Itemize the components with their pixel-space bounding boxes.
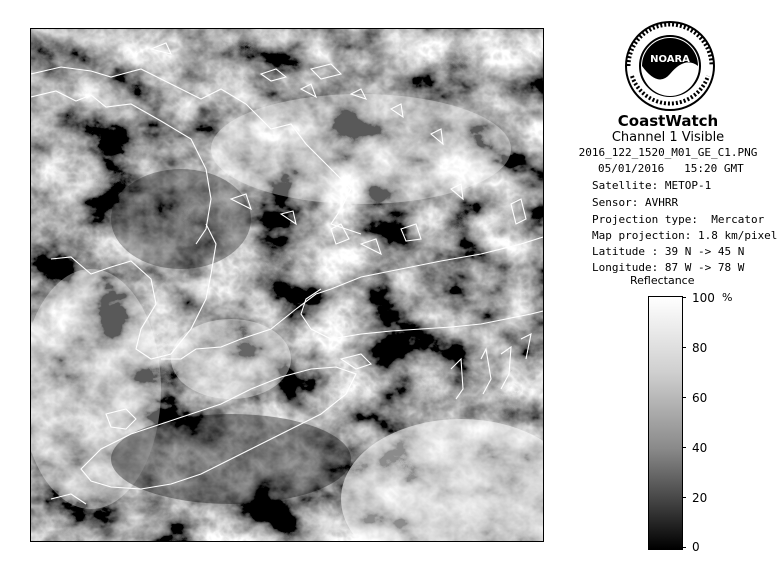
colorbar-tick-label: 80 (692, 341, 708, 355)
logo-text: NOARA (650, 54, 690, 65)
channel-subtitle: Channel 1 Visible (611, 130, 725, 145)
projection-type: Projection type: Mercator (592, 213, 765, 226)
noaa-logo-icon (620, 16, 720, 116)
colorbar-tick-label: 100 (692, 291, 715, 305)
colorbar-tick-label: 60 (692, 391, 708, 405)
satellite-image (30, 28, 544, 542)
colorbar-tick-label: 40 (692, 441, 708, 455)
colorbar-tick (682, 447, 686, 448)
colorbar-label: Reflectance (630, 274, 695, 287)
colorbar-unit: % (722, 291, 733, 304)
colorbar-tick (682, 347, 686, 348)
satellite-info: Satellite: METOP-1 (592, 179, 712, 192)
reflectance-colorbar (648, 296, 683, 550)
map-projection: Map projection: 1.8 km/pixel (592, 229, 778, 242)
noaa-logo (620, 16, 720, 116)
colorbar-tick (682, 497, 686, 498)
longitude-range: Longitude: 87 W -> 78 W (592, 261, 745, 274)
latitude-range: Latitude : 39 N -> 45 N (592, 245, 745, 258)
colorbar-tick-label: 0 (692, 540, 700, 554)
acquisition-datetime: 05/01/2016 15:20 GMT (598, 162, 744, 175)
colorbar-tick (682, 547, 686, 548)
app-title: CoastWatch (617, 112, 719, 130)
file-name: 2016_122_1520_M01_GE_C1.PNG (578, 146, 758, 159)
colorbar-tick (682, 297, 686, 298)
colorbar-tick (682, 397, 686, 398)
colorbar-tick-label: 20 (692, 491, 708, 505)
sensor-info: Sensor: AVHRR (592, 196, 679, 209)
